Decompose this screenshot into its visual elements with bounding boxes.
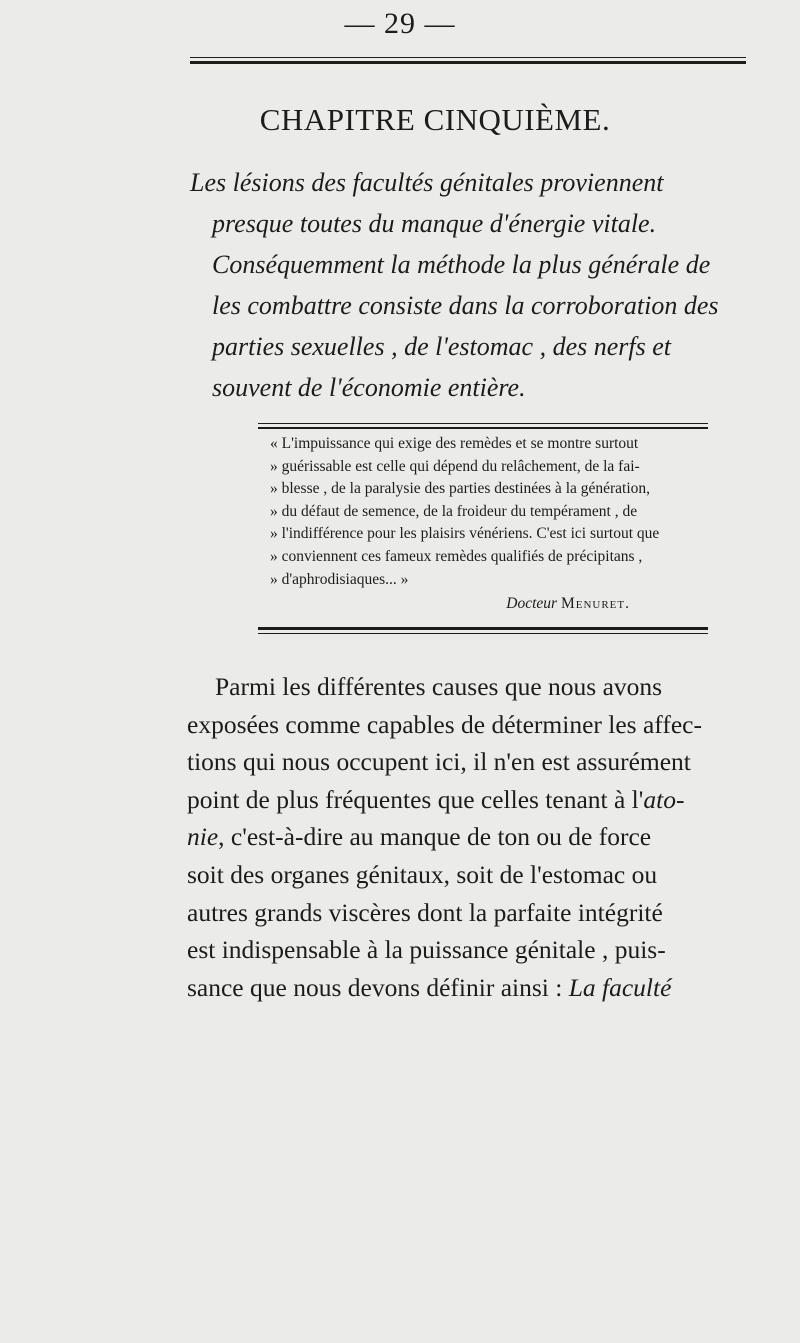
body-line: tions qui nous occupent ici, il n'en est assurément [187,747,691,777]
epigraph-rule-top-thin [258,423,708,424]
body-line: autres grands viscères dont la parfaite intégrité [187,897,663,927]
body-line: est indispensable à la puissance génitale , puis- [187,935,666,965]
italic-term: ato- [643,784,685,814]
chapter-title: CHAPITRE CINQUIÈME. [259,102,611,137]
italic-term: nie [187,822,219,852]
epigraph-quote [270,433,710,616]
body-line [187,969,757,1007]
body-line: soit des organes génitaux, soit de l'estomac ou [187,859,658,889]
body-text-segment: point de plus fréquentes que celles tenant à l' [187,784,644,814]
chapter-summary [190,162,755,408]
body-line [187,781,757,819]
page-number: — 29 — [344,7,456,40]
header-rule-thin [190,57,746,58]
epigraph-rule-top-thick [258,427,708,429]
summary-line: Les lésions des facultés génitales proviennent [190,168,664,197]
epigraph-line: » blesse , de la paralysie des parties destinées à la génération, [270,480,651,498]
epigraph-line: » l'indifférence pour les plaisirs vénériens. C'est ici surtout que [270,525,660,543]
author-name: Menuret. [560,595,630,613]
summary-line: Conséquemment la méthode la plus générale de [212,250,711,279]
epigraph-rule-bottom-thin [258,633,708,634]
epigraph-line: » du défaut de semence, de la froideur du tempérament , de [270,502,638,520]
summary-line: souvent de l'économie entière. [212,373,526,402]
epigraph-author [270,593,710,616]
summary-line: les combattre consiste dans la corroboration des [212,291,719,320]
body-text-segment: sance que nous devons définir ainsi : [187,972,569,1002]
epigraph-line: » conviennent ces fameux remèdes qualifiés de précipitans , [270,547,643,565]
author-title: Docteur [506,595,558,613]
epigraph-line: » guérissable est celle qui dépend du relâchement, de la fai- [270,457,640,475]
italic-term: La faculté [568,972,672,1002]
epigraph-line: » d'aphrodisiaques... » [270,570,409,588]
body-line: exposées comme capables de déterminer les affec- [187,709,702,739]
body-line [187,818,757,856]
body-text-segment: , c'est-à-dire au manque de ton ou de force [218,822,652,852]
summary-line: presque toutes du manque d'énergie vitale. [212,209,657,238]
epigraph-rule-bottom-thick [258,627,708,630]
summary-line: parties sexuelles , de l'estomac , des nerfs et [212,332,672,361]
header-rule-thick [190,61,746,64]
body-paragraph [187,668,757,1006]
body-line: Parmi les différentes causes que nous avons [215,672,663,701]
epigraph-line: « L'impuissance qui exige des remèdes et se montre surtout [270,435,639,452]
